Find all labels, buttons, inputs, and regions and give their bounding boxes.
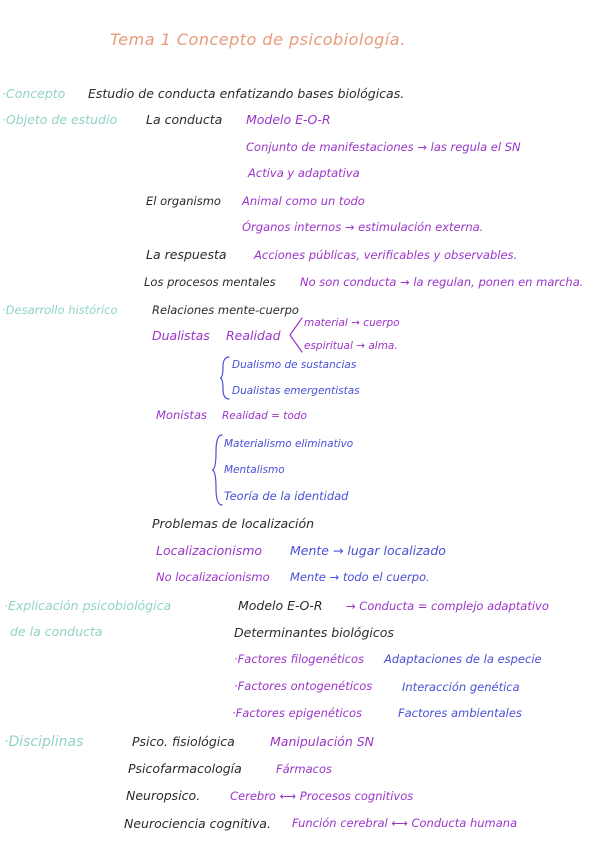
localizacionismo-text: Mente → lugar localizado — [290, 543, 446, 558]
organismo-label: El organismo — [146, 194, 221, 208]
dualistas-label: Dualistas — [152, 328, 210, 343]
disciplina-psicofisiologica-text: Manipulación SN — [270, 734, 375, 749]
organismo-organos: Órganos internos → estimulación externa. — [242, 220, 484, 234]
respuesta-text: Acciones públicas, verificables y observables. — [254, 248, 518, 262]
no-localizacionismo-text: Mente → todo el cuerpo. — [290, 570, 430, 584]
factor-ontogeneticos-label: ·Factores ontogenéticos — [234, 679, 373, 693]
disciplina-psicofarmacologia-label: Psicofarmacología — [128, 761, 242, 776]
mentalismo: Mentalismo — [224, 464, 285, 476]
no-localizacionismo-label: No localizacionismo — [156, 570, 270, 584]
respuesta-label: La respuesta — [146, 247, 227, 262]
explicacion-modelo-text: → Conducta = complejo adaptativo — [346, 599, 549, 613]
concepto-text: Estudio de conducta enfatizando bases biológicas. — [88, 86, 405, 101]
dualistas-realidad: Realidad — [226, 328, 281, 343]
determinantes-biologicos: Determinantes biológicos — [234, 625, 394, 640]
page-title: Tema 1 Concepto de psicobiología. — [110, 30, 406, 49]
disciplina-neuropsico-label: Neuropsico. — [126, 788, 201, 803]
factor-epigeneticos-text: Factores ambientales — [398, 706, 522, 720]
localizacionismo-label: Localizacionismo — [156, 543, 263, 558]
procesos-text: No son conducta → la regulan, ponen en marcha. — [300, 275, 584, 289]
conducta-modelo: Modelo E-O-R — [246, 112, 331, 127]
explicacion-modelo: Modelo E-O-R — [238, 598, 323, 613]
section-concepto-label: ·Concepto — [2, 86, 66, 101]
monistas-label: Monistas — [156, 408, 207, 422]
dualistas-brace — [288, 317, 304, 353]
disciplina-psicofisiologica-label: Psico. fisiológica — [132, 734, 235, 749]
factor-filogeneticos-label: ·Factores filogenéticos — [234, 652, 365, 666]
disciplina-neurociencia-label: Neurociencia cognitiva. — [124, 816, 271, 831]
conducta-label: La conducta — [146, 112, 223, 127]
section-desarrollo-label: ·Desarrollo histórico — [2, 303, 118, 317]
problemas-localizacion: Problemas de localización — [152, 516, 315, 531]
section-explicacion-label-1: ·Explicación psicobiológica — [4, 598, 172, 613]
procesos-label: Los procesos mentales — [144, 275, 276, 289]
section-explicacion-label-2: de la conducta — [10, 624, 103, 639]
factor-ontogeneticos-text: Interacción genética — [402, 680, 520, 694]
factor-filogeneticos-text: Adaptaciones de la especie — [384, 652, 542, 666]
factor-epigeneticos-label: ·Factores epigenéticos — [232, 706, 362, 720]
section-disciplinas-label: ·Disciplinas — [4, 734, 84, 750]
dualistas-emergentistas: Dualistas emergentistas — [232, 385, 360, 397]
section-objeto-label: ·Objeto de estudio — [2, 112, 118, 127]
relaciones-mente-cuerpo: Relaciones mente-cuerpo — [152, 303, 299, 317]
conducta-activa: Activa y adaptativa — [248, 166, 360, 180]
disciplina-psicofarmacologia-text: Fármacos — [276, 762, 332, 776]
conducta-conjunto: Conjunto de manifestaciones → las regula el SN — [246, 140, 521, 154]
dualismo-brace — [220, 356, 232, 400]
organismo-animal: Animal como un todo — [242, 194, 365, 208]
teoria-identidad: Teoría de la identidad — [224, 489, 349, 503]
monistas-realidad: Realidad = todo — [222, 410, 307, 422]
dualistas-material: material → cuerpo — [304, 317, 400, 329]
disciplina-neurociencia-text: Función cerebral ⟷ Conducta humana — [292, 816, 518, 830]
dualistas-espiritual: espiritual → alma. — [304, 340, 398, 352]
monistas-brace — [212, 434, 224, 506]
materialismo-eliminativo: Materialismo eliminativo — [224, 438, 354, 450]
dualismo-sustancias: Dualismo de sustancias — [232, 359, 357, 371]
disciplina-neuropsico-text: Cerebro ⟷ Procesos cognitivos — [230, 789, 414, 803]
